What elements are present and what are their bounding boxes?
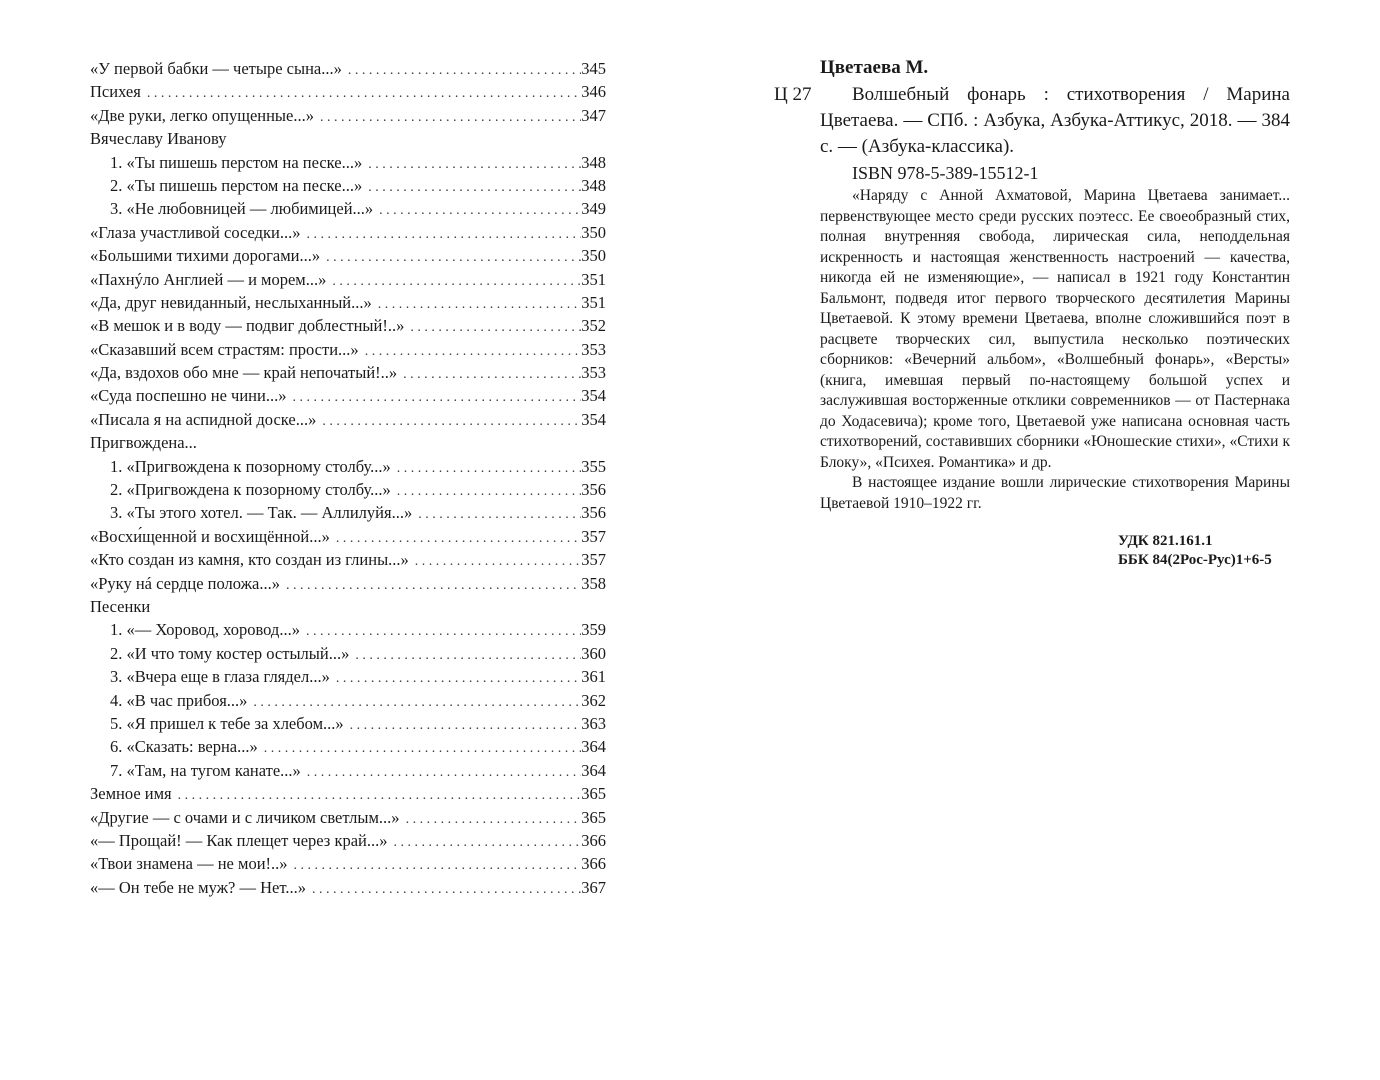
toc-entry-page: 350 xyxy=(581,222,606,242)
toc-entry xyxy=(90,431,606,454)
toc-entry-page: 364 xyxy=(581,760,606,780)
toc-dot-leader xyxy=(253,691,581,714)
toc-entry-page: 354 xyxy=(581,386,606,406)
toc-entry xyxy=(90,314,606,337)
toc-entry-title: «В мешок и в воду — подвиг доблестный!..» xyxy=(90,316,405,336)
toc-entry xyxy=(90,595,606,618)
toc-dot-leader xyxy=(403,363,581,386)
toc-entry-title: «Да, друг невиданный, неслыханный...» xyxy=(90,292,372,312)
toc-entry-page: 366 xyxy=(581,830,606,850)
toc-dot-leader xyxy=(320,106,581,129)
toc-dot-leader xyxy=(397,480,582,503)
toc-entry-title: 6. «Сказать: верна...» xyxy=(110,737,258,757)
toc-dot-leader xyxy=(393,831,581,854)
toc-entry xyxy=(90,197,606,220)
toc-entry-title: Психея xyxy=(90,82,141,102)
toc-entry-title: 2. «Пригвождена к позорному столбу...» xyxy=(110,480,391,500)
toc-dot-leader xyxy=(365,340,582,363)
toc-entry xyxy=(90,384,606,407)
toc-dot-leader xyxy=(406,808,582,831)
bbk-index: ББК 84(2Рос-Рус)1+6-5 xyxy=(1118,552,1272,568)
toc-entry-title: «Руку нá сердце положа...» xyxy=(90,573,280,593)
toc-entry-title: «Две руки, легко опущенные...» xyxy=(90,105,314,125)
toc-entry-page: 367 xyxy=(581,877,606,897)
table-of-contents xyxy=(90,57,606,899)
toc-dot-leader xyxy=(368,176,581,199)
toc-entry-title: «У первой бабки — четыре сына...» xyxy=(90,59,342,78)
toc-entry xyxy=(90,618,606,641)
toc-entry-title: 4. «В час прибоя...» xyxy=(110,690,248,710)
toc-entry xyxy=(90,455,606,478)
toc-entry-title: 1. «Пригвождена к позорному столбу...» xyxy=(110,456,391,476)
toc-entry xyxy=(90,338,606,361)
toc-entry xyxy=(90,244,606,267)
toc-dot-leader xyxy=(379,199,581,222)
toc-entry-title: Песенки xyxy=(90,596,151,616)
toc-entry-title: 2. «И что тому костер остылый...» xyxy=(110,643,350,663)
udk-index: УДК 821.161.1 xyxy=(1118,533,1213,549)
toc-entry xyxy=(90,876,606,899)
toc-entry-title: 3. «Не любовницей — любимицей...» xyxy=(110,199,374,219)
toc-entry-title: 1. «Ты пишешь перстом на песке...» xyxy=(110,152,363,172)
toc-entry xyxy=(90,735,606,758)
toc-entry xyxy=(90,151,606,174)
toc-entry-title: «Кто создан из камня, кто создан из глины...» xyxy=(90,550,409,570)
toc-entry-page: 358 xyxy=(581,573,606,593)
toc-dot-leader xyxy=(336,667,581,690)
toc-dot-leader xyxy=(292,386,581,409)
toc-dot-leader xyxy=(350,714,582,737)
toc-dot-leader xyxy=(307,761,581,784)
catalog-card xyxy=(774,56,1290,570)
toc-entry xyxy=(90,57,606,80)
toc-dot-leader xyxy=(326,246,581,269)
right-page xyxy=(690,0,1380,1080)
toc-entry-page: 345 xyxy=(581,59,606,78)
toc-entry-title: Пригвождена... xyxy=(90,433,197,453)
toc-dot-leader xyxy=(332,270,581,293)
toc-dot-leader xyxy=(264,737,581,760)
card-annotation-paragraph-2: В настоящее издание вошли лирические стихотворения Марины Цветаевой 1910–1922 гг. xyxy=(820,474,1290,512)
toc-entry xyxy=(90,268,606,291)
toc-entry-page: 356 xyxy=(581,480,606,500)
toc-dot-leader xyxy=(307,223,582,246)
toc-entry-title: «— Прощай! — Как плещет через край...» xyxy=(90,830,388,850)
toc-entry xyxy=(90,642,606,665)
toc-dot-leader xyxy=(178,784,582,807)
toc-entry-page: 353 xyxy=(581,363,606,383)
toc-entry-title: 1. «— Хоровод, хоровод...» xyxy=(110,620,300,640)
toc-entry-page: 348 xyxy=(581,175,606,195)
card-classification-indices xyxy=(820,532,1290,570)
toc-entry xyxy=(90,829,606,852)
toc-entry-title: 5. «Я пришел к тебе за хлебом...» xyxy=(110,713,344,733)
toc-entry-title: «Глаза участливой соседки...» xyxy=(90,222,301,242)
toc-entry xyxy=(90,759,606,782)
toc-entry-page: 366 xyxy=(581,854,606,874)
toc-entry xyxy=(90,572,606,595)
toc-entry-page: 350 xyxy=(581,246,606,266)
toc-dot-leader xyxy=(355,644,581,667)
card-classification-code: Ц 27 xyxy=(774,84,812,105)
toc-dot-leader xyxy=(348,59,581,82)
toc-entry-page: 347 xyxy=(581,105,606,125)
toc-entry xyxy=(90,361,606,384)
toc-entry-title: «Писала я на аспидной доске...» xyxy=(90,409,317,429)
toc-dot-leader xyxy=(312,878,581,901)
toc-entry-title: Вячеславу Иванову xyxy=(90,129,227,149)
toc-entry-title: «Пахнýло Англией — и морем...» xyxy=(90,269,327,289)
card-bibliographic-description: Волшебный фонарь : стихотворения / Марина Цветаева. — СПб. : Азбука, Азбука-Аттикус, 2018. — 384 с. — (Азбука-классика). xyxy=(820,84,1290,157)
toc-entry-title: «Твои знамена — не мои!..» xyxy=(90,854,288,874)
card-author: Цветаева М. xyxy=(820,57,929,78)
toc-entry xyxy=(90,478,606,501)
toc-entry-page: 364 xyxy=(581,737,606,757)
toc-entry-title: 3. «Ты этого хотел. — Так. — Аллилуйя...» xyxy=(110,503,413,523)
toc-dot-leader xyxy=(397,457,582,480)
toc-entry-page: 346 xyxy=(581,82,606,102)
toc-entry-title: «Большими тихими дорогами...» xyxy=(90,246,321,266)
toc-dot-leader xyxy=(294,854,582,877)
toc-entry-title: «Сказавший всем страстям: прости...» xyxy=(90,339,359,359)
toc-entry-page: 352 xyxy=(581,316,606,336)
toc-entry xyxy=(90,127,606,150)
toc-dot-leader xyxy=(378,293,582,316)
toc-entry xyxy=(90,525,606,548)
toc-dot-leader xyxy=(147,82,581,105)
toc-entry xyxy=(90,408,606,431)
toc-entry xyxy=(90,174,606,197)
toc-entry-page: 362 xyxy=(581,690,606,710)
toc-dot-leader xyxy=(418,503,581,526)
toc-entry-title: «— Он тебе не муж? — Нет...» xyxy=(90,877,306,897)
toc-entry-page: 357 xyxy=(581,526,606,546)
toc-entry-page: 351 xyxy=(581,269,606,289)
card-annotation-paragraph-1: «Наряду с Анной Ахматовой, Марина Цветаева занимает... первенствующее место среди русских поэтесс. Ее своеобразный стих, полная внутренняя свобода, лирическая сила, неподдельная искренность и настоящая женственность настроений — качества, никогда ей не изменяющие», — написал в 1921 году Константин Бальмонт, подведя итог первого творческого десятилетия Марины Цветаевой. К этому времени Цветаева, вполне сложившийся поэт в расцвете творческих сил, выпустила несколько поэтических сборников: «Вечерний альбом», «Волшебный фонарь», «Версты» (книга, имевшая первый по-настоящему большой успех и заслужившая восторженные отклики современников — от Пастернака до Ходасевича); кроме того, Цветаевой уже написана основная часть стихотворений, составивших сборники «Юношеские стихи», «Стихи к Блоку», «Психея. Романтика» и др. xyxy=(820,187,1290,471)
toc-entry xyxy=(90,782,606,805)
toc-entry-title: «Другие — с очами и с личиком светлым...» xyxy=(90,807,400,827)
toc-dot-leader xyxy=(415,550,581,573)
toc-entry-title: 2. «Ты пишешь перстом на песке...» xyxy=(110,175,363,195)
toc-entry-page: 360 xyxy=(581,643,606,663)
toc-entry-title: «Да, вздохов обо мне — край непочатый!..» xyxy=(90,363,398,383)
toc-entry-page: 356 xyxy=(581,503,606,523)
toc-dot-leader xyxy=(286,574,581,597)
toc-entry xyxy=(90,291,606,314)
toc-dot-leader xyxy=(306,620,581,643)
toc-entry-page: 365 xyxy=(581,807,606,827)
toc-entry xyxy=(90,80,606,103)
toc-dot-leader xyxy=(322,410,581,433)
toc-entry-page: 353 xyxy=(581,339,606,359)
toc-entry-page: 361 xyxy=(581,667,606,687)
toc-entry-title: «Суда поспешно не чини...» xyxy=(90,386,287,406)
toc-entry-page: 359 xyxy=(581,620,606,640)
toc-entry xyxy=(90,548,606,571)
toc-entry-title: 3. «Вчера еще в глаза глядел...» xyxy=(110,667,330,687)
toc-dot-leader xyxy=(336,527,581,550)
toc-entry-page: 354 xyxy=(581,409,606,429)
toc-entry-title: «Восхи́щенной и восхищённой...» xyxy=(90,526,330,546)
toc-entry-title: 7. «Там, на тугом канате...» xyxy=(110,760,301,780)
toc-entry xyxy=(90,501,606,524)
toc-entry xyxy=(90,689,606,712)
toc-entry-page: 365 xyxy=(581,784,606,804)
toc-entry-page: 349 xyxy=(581,199,606,219)
toc-entry xyxy=(90,221,606,244)
toc-entry-page: 351 xyxy=(581,292,606,312)
toc-entry-title: Земное имя xyxy=(90,784,172,804)
toc-entry xyxy=(90,104,606,127)
toc-dot-leader xyxy=(368,153,581,176)
toc-entry-page: 348 xyxy=(581,152,606,172)
toc-entry xyxy=(90,712,606,735)
toc-entry xyxy=(90,806,606,829)
toc-entry xyxy=(90,665,606,688)
card-isbn: ISBN 978-5-389-15512-1 xyxy=(852,163,1039,183)
toc-entry-page: 355 xyxy=(581,456,606,476)
toc-entry-page: 357 xyxy=(581,550,606,570)
toc-entry xyxy=(90,852,606,875)
toc-entry-page: 363 xyxy=(581,713,606,733)
toc-dot-leader xyxy=(410,316,581,339)
